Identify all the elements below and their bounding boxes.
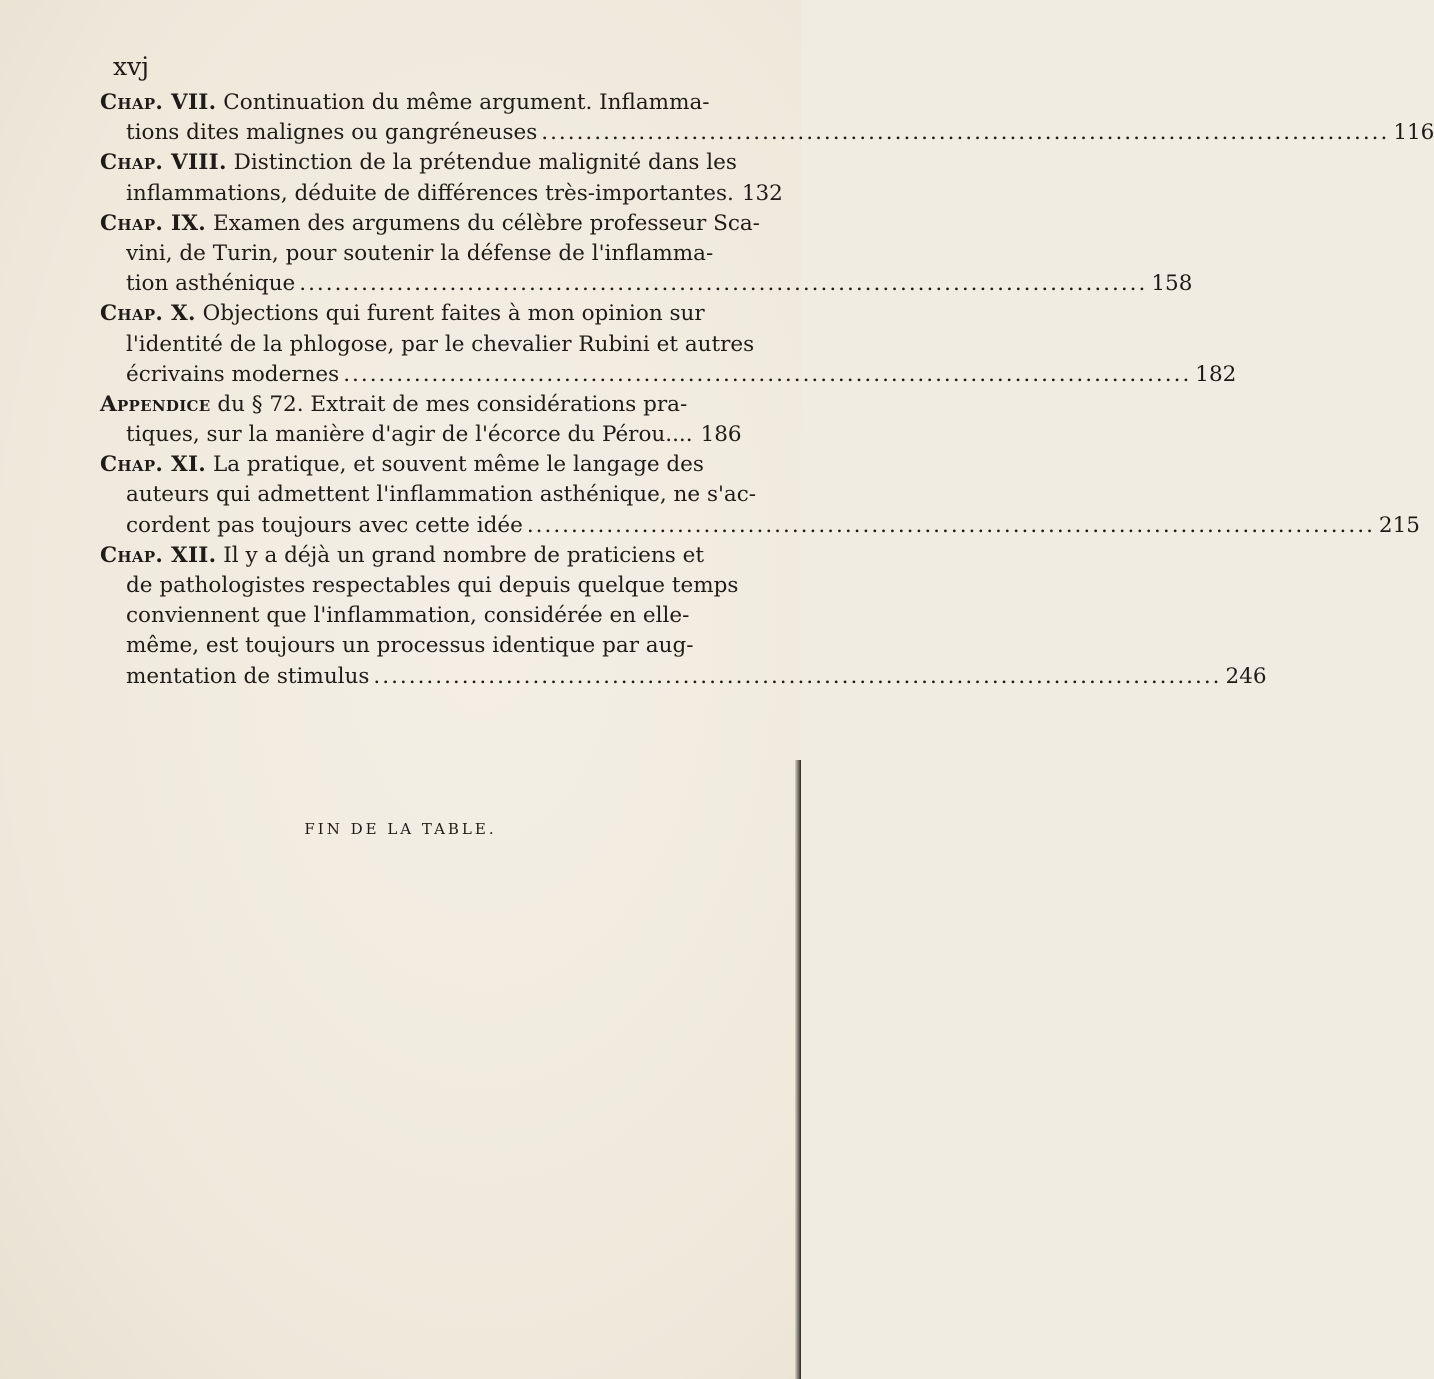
- entry-text-line: auteurs qui admettent l'inflammation asthénique, ne s'ac-: [126, 482, 757, 508]
- entry-page-number: 132: [741, 180, 783, 206]
- entry-text-line: Distinction de la prétendue malignité dans les: [233, 150, 737, 176]
- page-edge-shadow: [795, 760, 801, 1379]
- entry-text-last: tiques, sur la manière d'agir de l'écorce du Pérou....: [126, 422, 693, 448]
- table-of-contents: [100, 88, 1434, 692]
- entry-text-line: de pathologistes respectables qui depuis quelque temps: [126, 573, 739, 598]
- entry-page-number: 116: [1393, 120, 1434, 146]
- entry-text-line: du § 72. Extrait de mes considérations pra-: [217, 391, 688, 417]
- entry-text-line: vini, de Turin, pour soutenir la défense de l'inflamma-: [126, 240, 714, 266]
- toc-entry-chap-9: [100, 209, 1193, 300]
- leader-dots: ................................................................................................: [299, 271, 1148, 297]
- entry-heading: Chap. IX.: [100, 210, 207, 236]
- leader-dots: ................................................................................................: [541, 120, 1390, 146]
- leader-dots: ................................................................................................: [343, 361, 1192, 387]
- entry-page-number: 182: [1195, 361, 1237, 387]
- entry-text-line: Continuation du même argument. Inflamma-: [223, 90, 710, 115]
- entry-text-last: écrivains modernes: [126, 361, 340, 387]
- leader-dots: ................................................................................................: [373, 663, 1222, 689]
- entry-text-line: conviennent que l'inflammation, considérée en elle-: [126, 603, 690, 629]
- toc-entry-chap-7: [100, 88, 1434, 148]
- entry-text-line: Il y a déjà un grand nombre de praticiens et: [223, 542, 704, 568]
- entry-heading: Appendice: [100, 391, 211, 417]
- entry-text-last: tions dites malignes ou gangréneuses: [126, 120, 538, 146]
- toc-entry-appendice: [100, 390, 740, 450]
- end-of-table-note: FIN DE LA TABLE.: [304, 820, 497, 838]
- entry-text-line: Objections qui furent faites à mon opinion sur: [202, 301, 705, 327]
- leader-dots: ................................................................................................: [526, 512, 1375, 538]
- entry-text-line: l'identité de la phlogose, par le chevalier Rubini et autres: [126, 331, 755, 357]
- entry-text-last: cordent pas toujours avec cette idée: [126, 512, 523, 538]
- toc-entry-chap-12: [100, 541, 1267, 692]
- entry-text-last: tion asthénique: [126, 271, 296, 297]
- entry-text-line: même, est toujours un processus identique par aug-: [126, 633, 694, 659]
- entry-page-number: 215: [1378, 512, 1420, 538]
- toc-entry-chap-10: [100, 299, 1237, 390]
- entry-text-line: Examen des argumens du célèbre professeur Sca-: [212, 210, 760, 236]
- toc-entry-chap-11: [100, 450, 1420, 541]
- entry-page-number: 246: [1225, 663, 1267, 689]
- page-folio: xvj: [113, 52, 149, 81]
- entry-heading: Chap. X.: [100, 301, 196, 327]
- entry-text-line: La pratique, et souvent même le langage des: [212, 452, 704, 478]
- toc-entry-chap-8: [100, 148, 783, 208]
- entry-text-last: inflammations, déduite de différences très-importantes.: [126, 180, 734, 206]
- entry-heading: Chap. VIII.: [100, 150, 227, 176]
- entry-page-number: 158: [1151, 271, 1193, 297]
- entry-heading: Chap. XI.: [100, 452, 207, 478]
- entry-text-last: mentation de stimulus: [126, 663, 370, 689]
- entry-heading: Chap. VII.: [100, 90, 217, 115]
- entry-page-number: 186: [700, 422, 742, 448]
- entry-heading: Chap. XII.: [100, 542, 217, 568]
